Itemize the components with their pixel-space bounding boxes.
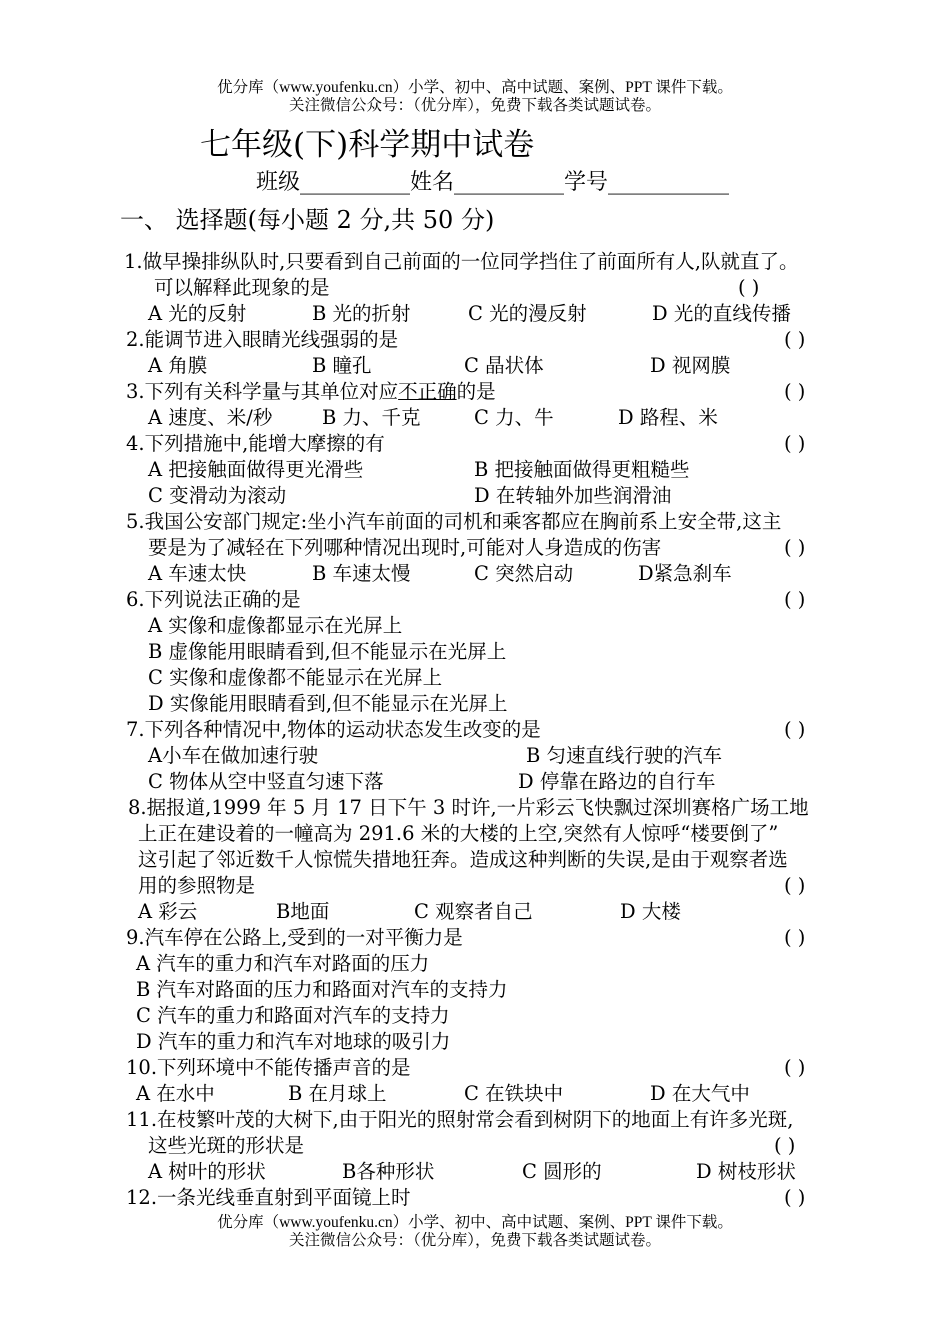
page-title: 七年级(下)科学期中试卷 bbox=[200, 127, 535, 163]
option-b[interactable]: B 力、千克 bbox=[322, 406, 421, 429]
header-line-2: 关注微信公众号：（优分库），免费下载各类试题试卷。 bbox=[288, 97, 661, 114]
question-8-stem-line-3 bbox=[0, 847, 950, 873]
option-c[interactable]: C 力、牛 bbox=[474, 406, 554, 429]
header-line-1: 优分库（www.youfenku.cn）小学、初中、高中试题、案例、PPT 课件下载。 bbox=[217, 79, 733, 96]
question-12-stem bbox=[0, 1185, 950, 1211]
option-a[interactable]: A 彩云 bbox=[138, 900, 198, 923]
option-d[interactable]: D 路程、米 bbox=[618, 406, 718, 429]
question-6-option-a bbox=[0, 613, 950, 639]
question-8-stem-line-2 bbox=[0, 821, 950, 847]
question-6-stem bbox=[0, 587, 950, 613]
footer-line-1: 优分库（www.youfenku.cn）小学、初中、高中试题、案例、PPT 课件下载。 bbox=[217, 1214, 733, 1231]
option-c[interactable]: C 在铁块中 bbox=[464, 1082, 564, 1105]
question-8-stem-line-1 bbox=[0, 795, 950, 821]
option-d[interactable]: D 实像能用眼睛看到,但不能显示在光屏上 bbox=[148, 692, 508, 715]
option-c[interactable]: C 实像和虚像都不能显示在光屏上 bbox=[148, 666, 443, 689]
option-a[interactable]: A 车速太快 bbox=[148, 562, 247, 585]
question-11-stem-line-2 bbox=[0, 1133, 950, 1159]
answer-blank[interactable]: ( ) bbox=[784, 588, 806, 611]
option-b[interactable]: B 虚像能用眼睛看到,但不能显示在光屏上 bbox=[148, 640, 507, 663]
question-8-stem-line-4 bbox=[0, 873, 950, 899]
option-b[interactable]: B 在月球上 bbox=[288, 1082, 387, 1105]
answer-blank[interactable]: ( ) bbox=[784, 718, 806, 741]
question-text: 用的参照物是 bbox=[138, 874, 256, 897]
option-d[interactable]: D 光的直线传播 bbox=[652, 302, 791, 325]
option-d[interactable]: D 视网膜 bbox=[650, 354, 731, 377]
option-b[interactable]: B 匀速直线行驶的汽车 bbox=[526, 744, 723, 767]
question-7-stem bbox=[0, 717, 950, 743]
option-c[interactable]: C 汽车的重力和路面对汽车的支持力 bbox=[136, 1004, 450, 1027]
question-text: 7.下列各种情况中,物体的运动状态发生改变的是 bbox=[126, 718, 541, 741]
question-1-options bbox=[0, 301, 950, 327]
question-4-stem bbox=[0, 431, 950, 457]
answer-blank[interactable]: ( ) bbox=[784, 874, 806, 897]
option-d[interactable]: D 树枝形状 bbox=[696, 1160, 796, 1183]
question-9-option-b bbox=[0, 977, 950, 1003]
question-11-options bbox=[0, 1159, 950, 1185]
question-3-stem bbox=[0, 379, 950, 405]
question-6-option-d bbox=[0, 691, 950, 717]
option-c[interactable]: C 物体从空中竖直匀速下落 bbox=[148, 770, 384, 793]
option-c[interactable]: C 光的漫反射 bbox=[468, 302, 587, 325]
answer-blank[interactable]: ( ) bbox=[784, 536, 806, 559]
option-d[interactable]: D 汽车的重力和汽车对地球的吸引力 bbox=[136, 1030, 451, 1053]
footer-line-2: 关注微信公众号：（优分库），免费下载各类试题试卷。 bbox=[288, 1232, 661, 1249]
question-9-option-d bbox=[0, 1029, 950, 1055]
question-text: 6.下列说法正确的是 bbox=[126, 588, 301, 611]
question-text: 5.我国公安部门规定:坐小汽车前面的司机和乘客都应在胸前系上安全带,这主 bbox=[126, 510, 782, 533]
option-b[interactable]: B 把接触面做得更粗糙些 bbox=[474, 458, 690, 481]
question-10-options bbox=[0, 1081, 950, 1107]
question-5-options bbox=[0, 561, 950, 587]
question-text: 3.下列有关科学量与其单位对应不正确的是 bbox=[126, 380, 496, 403]
question-6-option-b bbox=[0, 639, 950, 665]
option-a[interactable]: A 树叶的形状 bbox=[148, 1160, 266, 1183]
question-text: 10.下列环境中不能传播声音的是 bbox=[126, 1056, 411, 1079]
option-c[interactable]: C 圆形的 bbox=[522, 1160, 602, 1183]
question-3-options bbox=[0, 405, 950, 431]
question-4-options-row-1 bbox=[0, 457, 950, 483]
answer-blank[interactable]: ( ) bbox=[784, 432, 806, 455]
question-text: 这些光斑的形状是 bbox=[148, 1134, 305, 1157]
student-info-line: 班级__________姓名__________学号___________ bbox=[256, 170, 730, 195]
option-c[interactable]: C 观察者自己 bbox=[414, 900, 533, 923]
question-2-stem bbox=[0, 327, 950, 353]
answer-blank[interactable]: ( ) bbox=[738, 276, 760, 299]
answer-blank[interactable]: ( ) bbox=[774, 1134, 796, 1157]
question-7-options-row-1 bbox=[0, 743, 950, 769]
question-1-stem-line-1 bbox=[0, 249, 950, 275]
option-b[interactable]: B 汽车对路面的压力和路面对汽车的支持力 bbox=[136, 978, 508, 1001]
option-d[interactable]: D 大楼 bbox=[620, 900, 681, 923]
question-6-option-c bbox=[0, 665, 950, 691]
section-heading: 一、 选择题(每小题 2 分,共 50 分) bbox=[120, 206, 495, 234]
option-b[interactable]: B各种形状 bbox=[342, 1160, 435, 1183]
answer-blank[interactable]: ( ) bbox=[784, 1186, 806, 1209]
option-a[interactable]: A 把接触面做得更光滑些 bbox=[148, 458, 364, 481]
question-text: 2.能调节进入眼睛光线强弱的是 bbox=[126, 328, 399, 351]
option-a[interactable]: A 光的反射 bbox=[148, 302, 247, 325]
option-c[interactable]: C 晶状体 bbox=[464, 354, 544, 377]
question-text: 12.一条光线垂直射到平面镜上时 bbox=[126, 1186, 411, 1209]
question-8-options bbox=[0, 899, 950, 925]
question-text: 9.汽车停在公路上,受到的一对平衡力是 bbox=[126, 926, 463, 949]
question-text: 8.据报道,1999 年 5 月 17 日下午 3 时许,一片彩云飞快飘过深圳赛格广场工地 bbox=[128, 796, 809, 819]
option-c[interactable]: C 突然启动 bbox=[474, 562, 574, 585]
option-d[interactable]: D 停靠在路边的自行车 bbox=[518, 770, 716, 793]
answer-blank[interactable]: ( ) bbox=[784, 1056, 806, 1079]
question-5-stem-line-1 bbox=[0, 509, 950, 535]
question-2-options bbox=[0, 353, 950, 379]
option-d[interactable]: D 在转轴外加些润滑油 bbox=[474, 484, 672, 507]
answer-blank[interactable]: ( ) bbox=[784, 926, 806, 949]
question-5-stem-line-2 bbox=[0, 535, 950, 561]
answer-blank[interactable]: ( ) bbox=[784, 328, 806, 351]
option-b[interactable]: B 车速太慢 bbox=[312, 562, 411, 585]
question-text: 这引起了邻近数千人惊慌失措地狂奔。造成这种判断的失误,是由于观察者选 bbox=[138, 848, 788, 871]
question-text: 4.下列措施中,能增大摩擦的有 bbox=[126, 432, 385, 455]
question-9-option-c bbox=[0, 1003, 950, 1029]
option-a[interactable]: A 角膜 bbox=[148, 354, 208, 377]
question-text: 1.做早操排纵队时,只要看到自己前面的一位同学挡住了前面所有人,队就直了。 bbox=[124, 250, 799, 273]
option-b[interactable]: B 瞳孔 bbox=[312, 354, 372, 377]
question-7-options-row-2 bbox=[0, 769, 950, 795]
option-c[interactable]: C 变滑动为滚动 bbox=[148, 484, 287, 507]
option-a[interactable]: A小车在做加速行驶 bbox=[148, 744, 319, 767]
option-d[interactable]: D紧急刹车 bbox=[638, 562, 732, 585]
question-4-options-row-2 bbox=[0, 483, 950, 509]
option-a[interactable]: A 在水中 bbox=[136, 1082, 215, 1105]
question-11-stem-line-1 bbox=[0, 1107, 950, 1133]
question-text: 要是为了减轻在下列哪种情况出现时,可能对人身造成的伤害 bbox=[148, 536, 662, 559]
underlined-keyword: 不正确 bbox=[398, 380, 457, 403]
question-10-stem bbox=[0, 1055, 950, 1081]
option-d[interactable]: D 在大气中 bbox=[650, 1082, 750, 1105]
question-text: 上正在建设着的一幢高为 291.6 米的大楼的上空,突然有人惊呼“楼要倒了” bbox=[138, 822, 779, 845]
question-9-stem bbox=[0, 925, 950, 951]
question-text: 可以解释此现象的是 bbox=[154, 276, 330, 299]
option-b[interactable]: B 光的折射 bbox=[312, 302, 411, 325]
option-a[interactable]: A 汽车的重力和汽车对路面的压力 bbox=[136, 952, 430, 975]
question-9-option-a bbox=[0, 951, 950, 977]
question-text: 11.在枝繁叶茂的大树下,由于阳光的照射常会看到树阴下的地面上有许多光斑, bbox=[126, 1108, 794, 1131]
option-a[interactable]: A 速度、米/秒 bbox=[148, 406, 273, 429]
option-b[interactable]: B地面 bbox=[276, 900, 330, 923]
question-1-stem-line-2 bbox=[0, 275, 950, 301]
option-a[interactable]: A 实像和虚像都显示在光屏上 bbox=[148, 614, 403, 637]
answer-blank[interactable]: ( ) bbox=[784, 380, 806, 403]
